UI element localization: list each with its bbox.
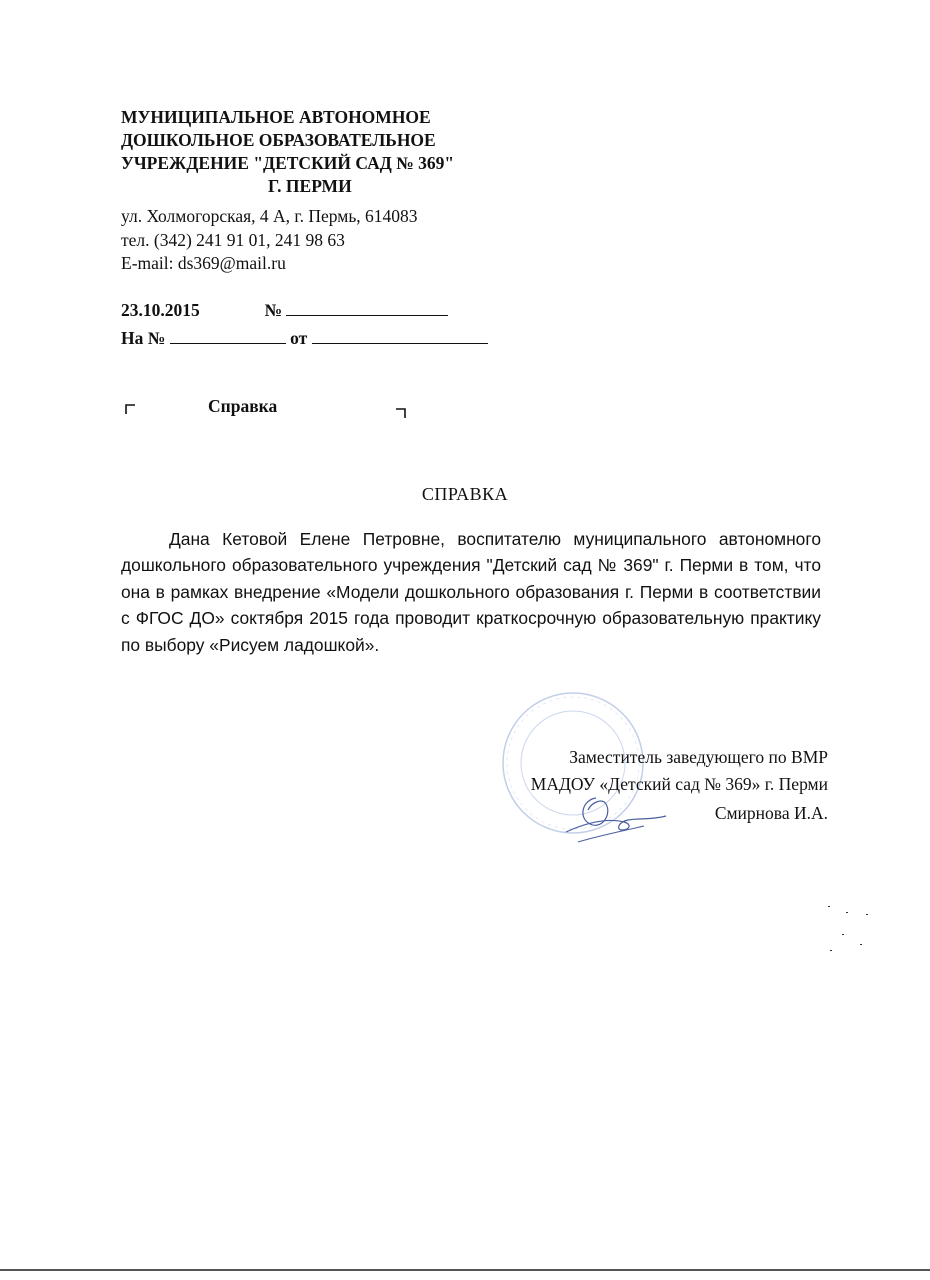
reply-date-blank	[312, 327, 488, 344]
org-address: ул. Холмогорская, 4 А, г. Пермь, 614083	[121, 206, 418, 226]
scan-speck	[842, 934, 844, 935]
contact-block	[121, 205, 418, 276]
registration-line-reply	[121, 327, 488, 349]
signatory-name: Смирнова И.А.	[714, 803, 828, 823]
reply-from-label: от	[290, 328, 308, 348]
document-title: СПРАВКА	[421, 484, 509, 504]
scan-speck	[866, 914, 868, 915]
org-email: E-mail: ds369@mail.ru	[121, 253, 286, 273]
corner-bracket-right-icon	[395, 408, 407, 418]
org-phone: тел. (342) 241 91 01, 241 98 63	[121, 229, 345, 250]
corner-bracket-left-icon	[125, 404, 137, 414]
scan-speck	[846, 912, 848, 913]
reply-number-blank	[170, 327, 286, 344]
scan-speck	[860, 944, 862, 945]
document-date: 23.10.2015	[121, 300, 200, 320]
scan-speck	[830, 950, 832, 951]
org-name-line-3: УЧРЕЖДЕНИЕ "ДЕТСКИЙ САД № 369"	[121, 153, 455, 173]
organization-header	[121, 106, 541, 198]
handwritten-signature-icon	[548, 792, 676, 848]
scan-speck	[828, 906, 830, 907]
reply-number-label: На №	[121, 328, 166, 348]
signatory-position: Заместитель заведующего по ВМР	[569, 747, 828, 767]
document-body: Дана Кетовой Елене Петровне, воспитателю муниципального автономного дошкольного образовательного учреждения "Детский сад № 369" г. Перми в том, что она в рамках внедрение «Модели дошкольного образования г. Перми в соответствии с ФГОС ДО» соктября 2015 года проводит краткосрочную образовательную практику по выбору «Рисуем ладошкой».	[121, 529, 821, 655]
org-name-line-2: ДОШКОЛЬНОЕ ОБРАЗОВАТЕЛЬНОЕ	[121, 130, 436, 150]
subject-line: Справка	[208, 396, 278, 416]
number-label: №	[264, 300, 283, 320]
signatory-organization: МАДОУ «Детский сад № 369» г. Перми	[530, 774, 828, 794]
registration-line-outgoing	[121, 299, 448, 321]
org-name-line-1: МУНИЦИПАЛЬНОЕ АВТОНОМНОЕ	[121, 107, 431, 127]
org-name-line-4: Г. ПЕРМИ	[268, 176, 352, 196]
number-blank	[286, 299, 448, 316]
scan-edge-line	[0, 1269, 930, 1271]
